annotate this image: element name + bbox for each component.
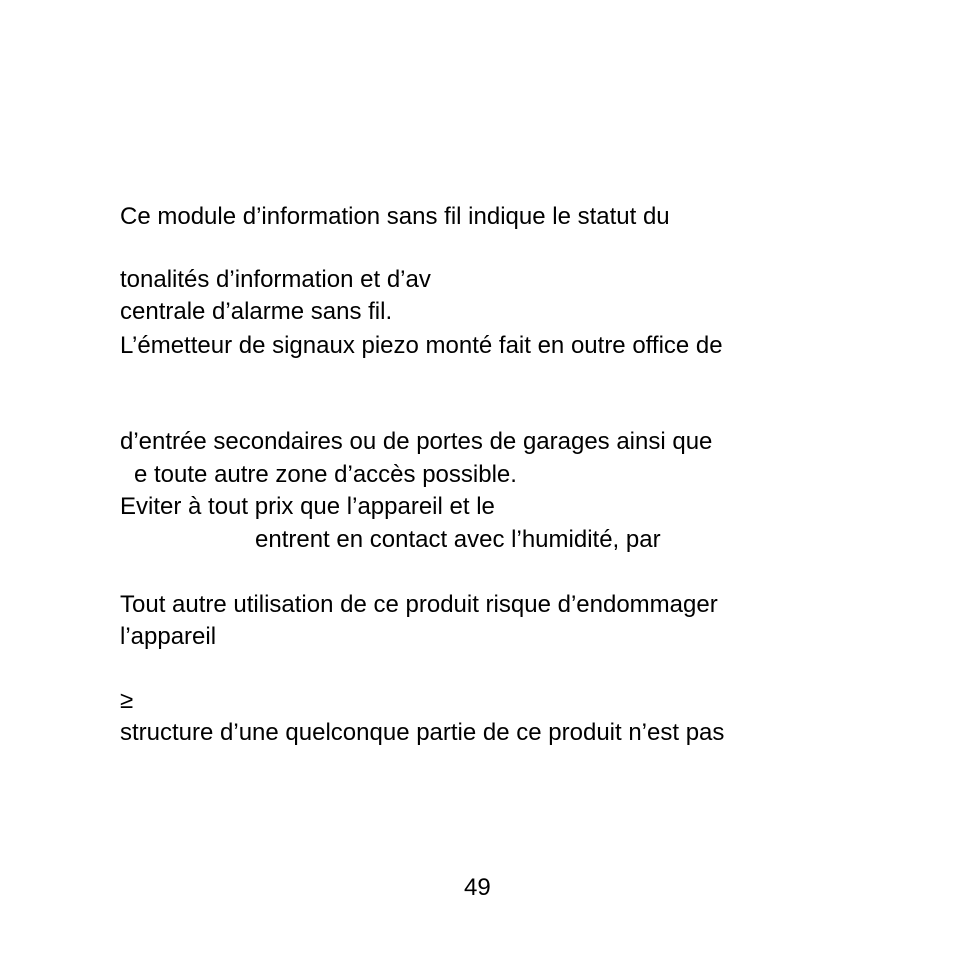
text-line: structure d’une quelconque partie de ce produit n’est pas <box>120 719 725 746</box>
text-line: L’émetteur de signaux piezo monté fait en outre office de <box>120 332 723 359</box>
text-line: tonalités d’information et d’av <box>120 266 431 293</box>
greater-equal-symbol: ≥ <box>120 687 134 714</box>
text-line: Ce module d’information sans fil indique le statut du <box>120 203 670 230</box>
page-number: 49 <box>464 874 491 901</box>
text-line: e toute autre zone d’accès possible. <box>134 461 517 488</box>
text-line: centrale d’alarme sans fil. <box>120 298 393 325</box>
text-line: entrent en contact avec l’humidité, par <box>255 526 661 553</box>
text-line: Eviter à tout prix que l’appareil et le <box>120 493 495 520</box>
text-line: Tout autre utilisation de ce produit risque d’endommager <box>120 591 718 618</box>
text-line: l’appareil <box>120 623 217 650</box>
text-line: d’entrée secondaires ou de portes de garages ainsi que <box>120 428 713 455</box>
